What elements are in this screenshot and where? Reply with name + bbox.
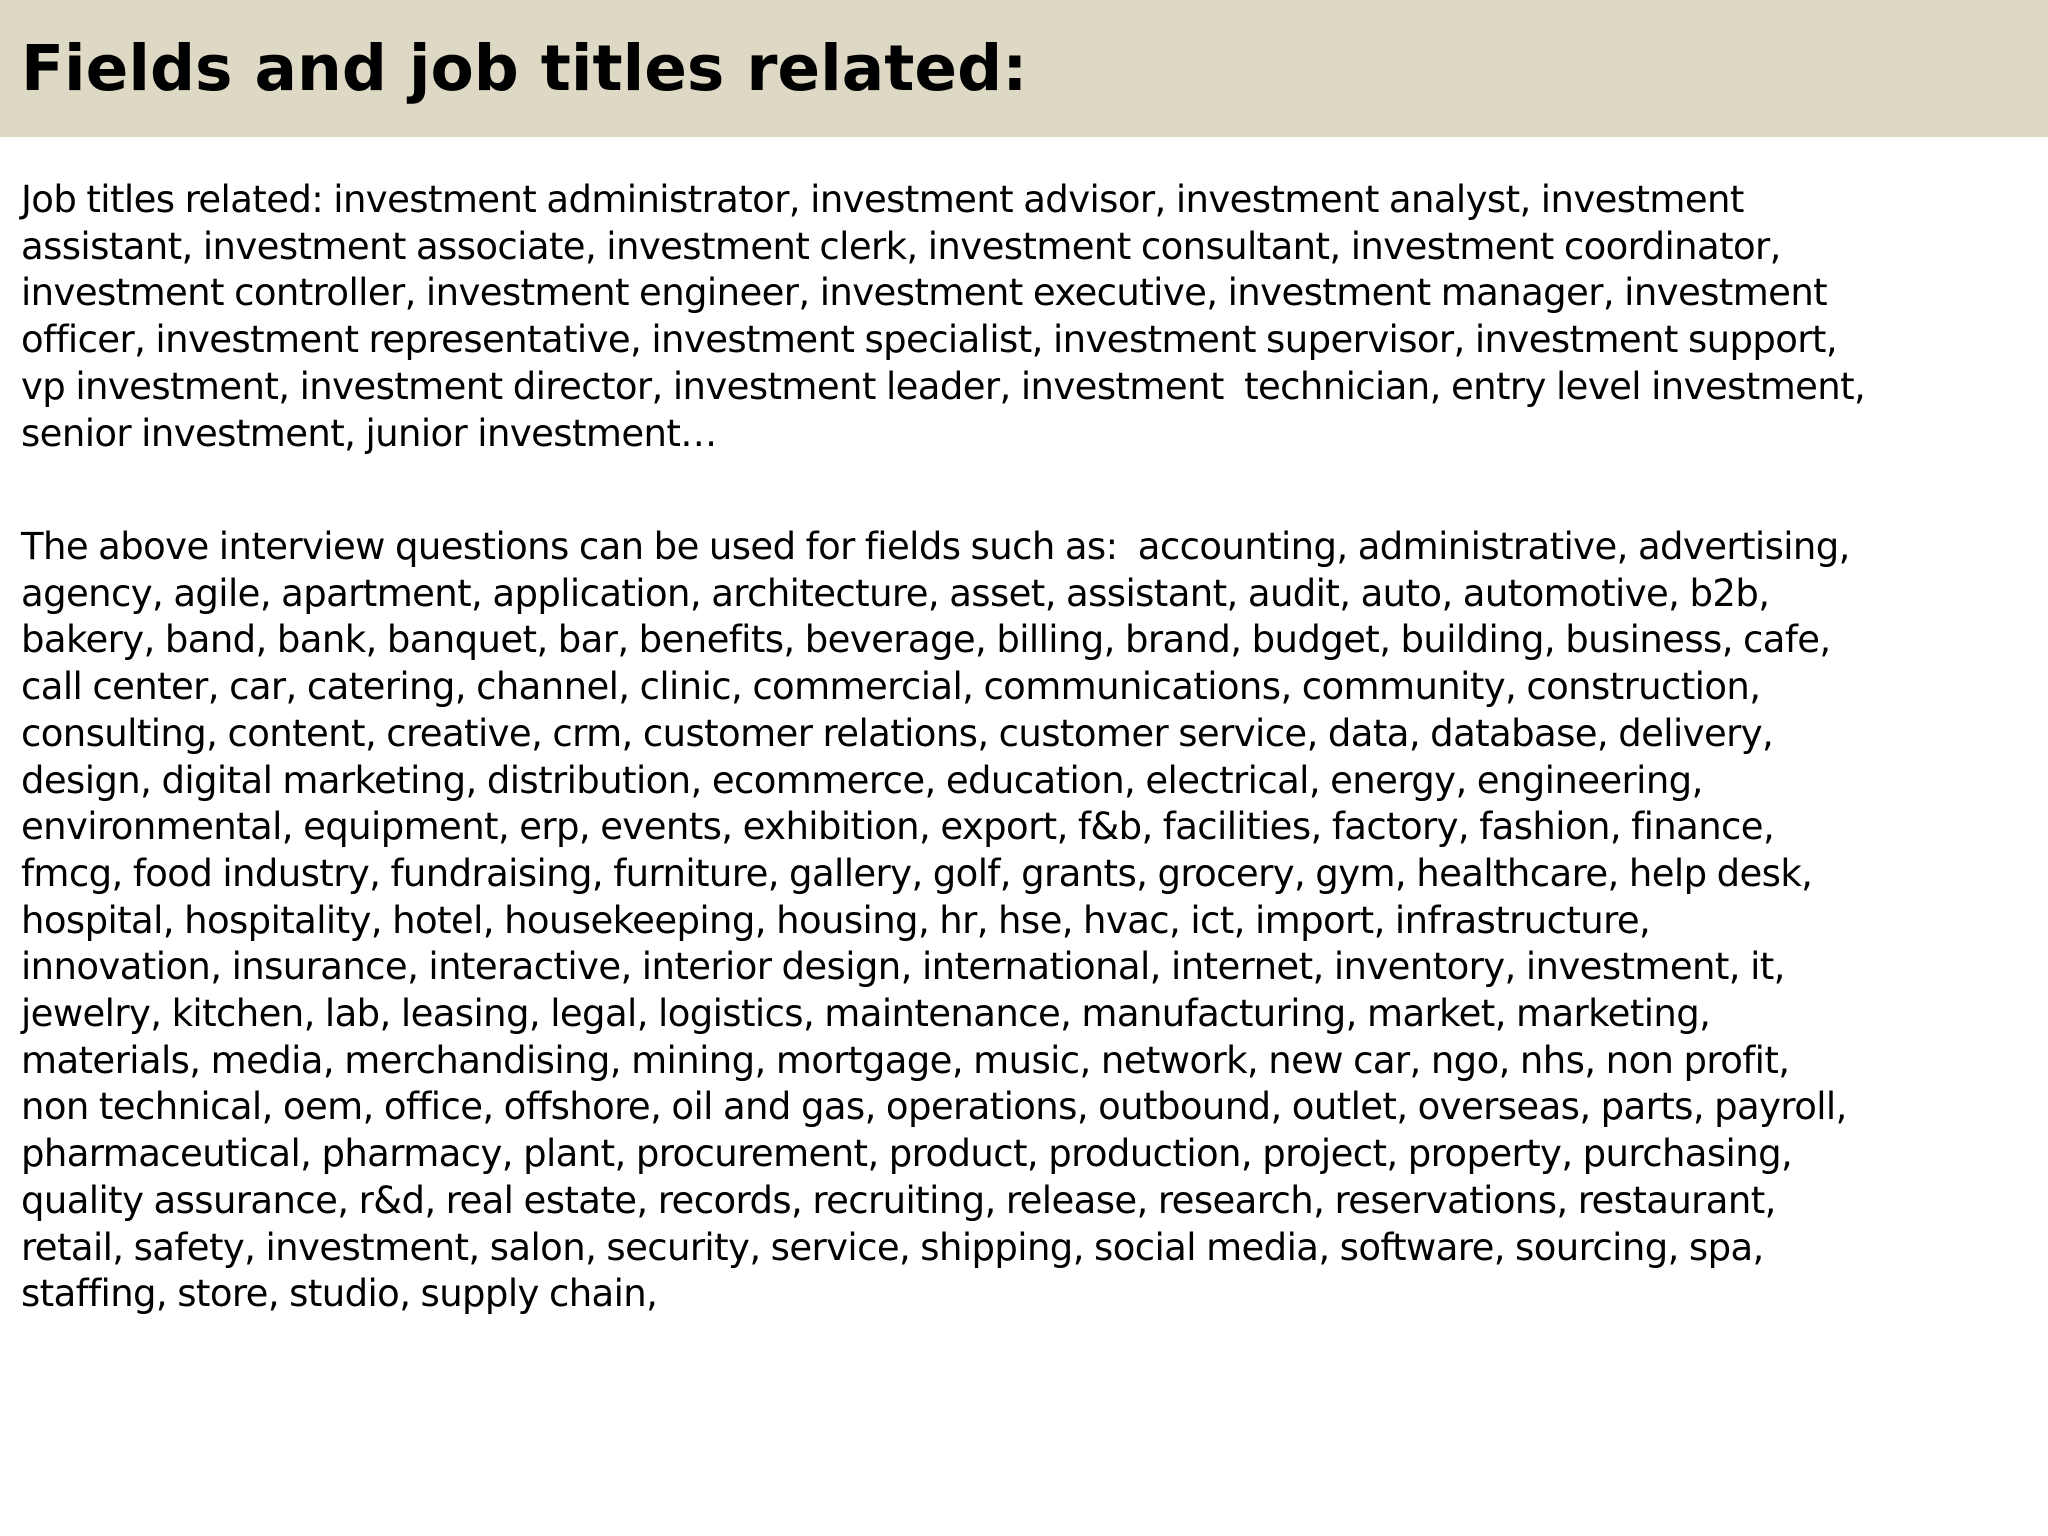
text-line: non technical, oem, office, offshore, oil and gas, operations, outbound, outlet, overseas, parts, payroll, bbox=[21, 1085, 1847, 1129]
job-titles-paragraph bbox=[21, 177, 2021, 457]
text-line: environmental, equipment, erp, events, exhibition, export, f&b, facilities, factory, fashion, finance, bbox=[21, 805, 1775, 849]
text-line: jewelry, kitchen, lab, leasing, legal, logistics, maintenance, manufacturing, market, marketing, bbox=[21, 992, 1711, 1036]
text-line: assistant, investment associate, investment clerk, investment consultant, investment coordinator, bbox=[21, 224, 1781, 268]
text-line: senior investment, junior investment… bbox=[21, 411, 717, 455]
text-line: investment controller, investment engineer, investment executive, investment manager, investment bbox=[21, 271, 1828, 315]
text-line: staffing, store, studio, supply chain, bbox=[21, 1272, 658, 1316]
text-line: innovation, insurance, interactive, interior design, international, internet, inventory, investment, it, bbox=[21, 945, 1785, 989]
fields-paragraph bbox=[21, 524, 2021, 1318]
text-line: fmcg, food industry, fundraising, furniture, gallery, golf, grants, grocery, gym, healthcare, help desk, bbox=[21, 851, 1813, 895]
text-line: The above interview questions can be used for fields such as: accounting, administrative, advertising, bbox=[21, 525, 1850, 568]
text-line: quality assurance, r&d, real estate, records, recruiting, release, research, reservations, restaurant, bbox=[21, 1178, 1776, 1222]
text-line: retail, safety, investment, salon, security, service, shipping, social media, software, sourcing, spa, bbox=[21, 1225, 1764, 1269]
text-line: officer, investment representative, investment specialist, investment supervisor, investment support, bbox=[21, 318, 1837, 362]
text-line: hospital, hospitality, hotel, housekeeping, housing, hr, hse, hvac, ict, import, infrastructure, bbox=[21, 898, 1651, 942]
text-line: vp investment, investment director, investment leader, investment technician, entry level investment, bbox=[21, 364, 1866, 408]
text-line: bakery, band, bank, banquet, bar, benefits, beverage, billing, brand, budget, building, business, cafe, bbox=[21, 618, 1831, 662]
slide-title: Fields and job titles related: bbox=[21, 32, 1028, 105]
text-line: pharmaceutical, pharmacy, plant, procurement, product, production, project, property, purchasing, bbox=[21, 1132, 1793, 1176]
text-line: agency, agile, apartment, application, architecture, asset, assistant, audit, auto, automotive, b2b, bbox=[21, 571, 1770, 615]
title-bar bbox=[0, 0, 2048, 137]
text-line: Job titles related: investment administrator, investment advisor, investment analyst, investment bbox=[21, 178, 1744, 221]
text-line: design, digital marketing, distribution, ecommerce, education, electrical, energy, engineering, bbox=[21, 758, 1703, 802]
text-line: materials, media, merchandising, mining, mortgage, music, network, new car, ngo, nhs, non profit, bbox=[21, 1038, 1790, 1082]
text-line: call center, car, catering, channel, clinic, commercial, communications, community, construction, bbox=[21, 665, 1761, 709]
text-line: consulting, content, creative, crm, customer relations, customer service, data, database, delivery, bbox=[21, 711, 1774, 755]
